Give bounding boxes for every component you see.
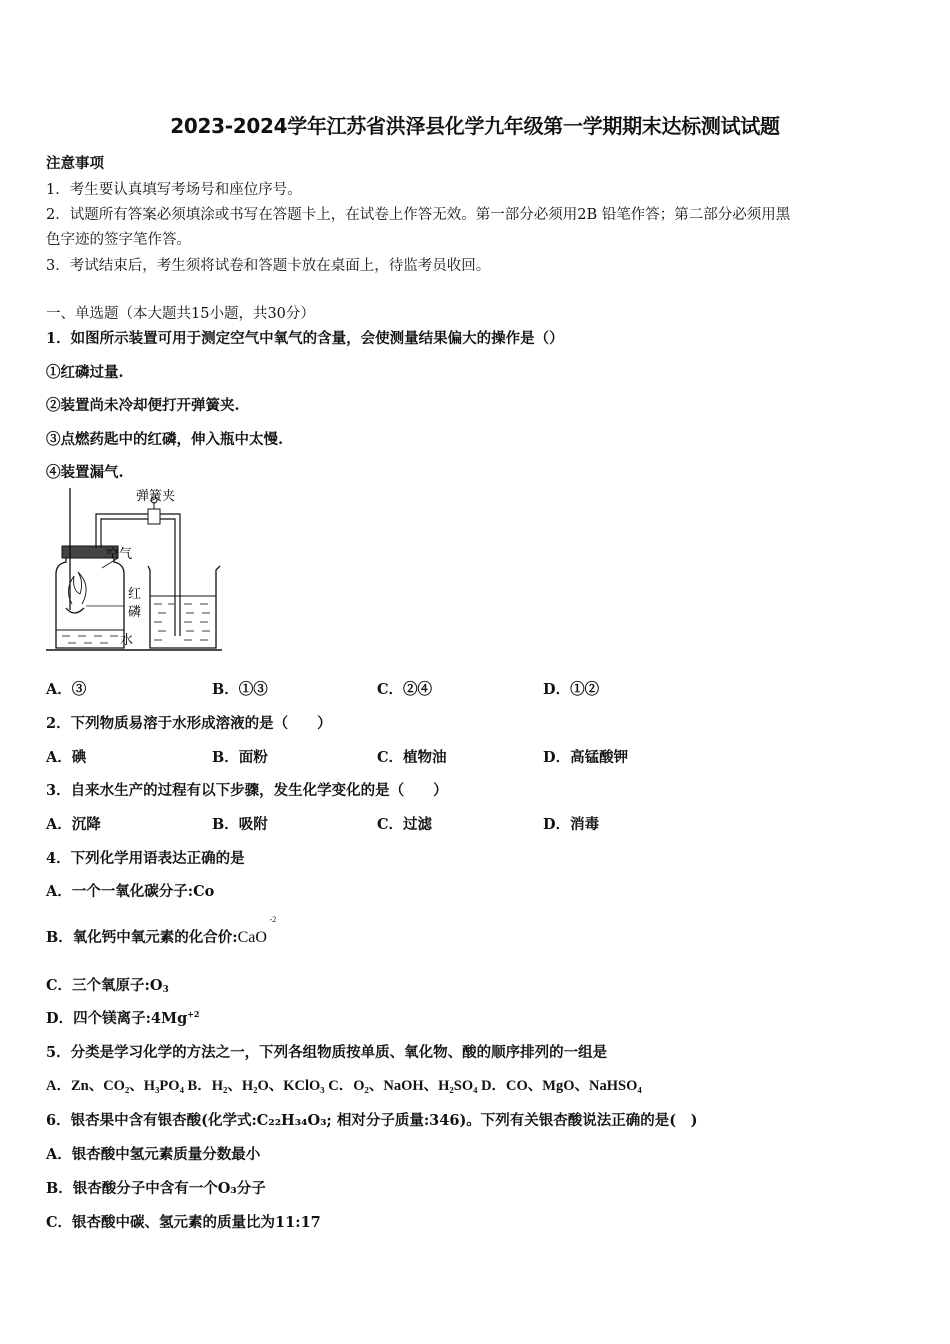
figure-label-red: 红 [128,587,142,602]
question-2-option: D．高锰酸钾 [543,749,629,766]
question-2-option: A．碘 [46,749,87,766]
question-1-option: C．②④ [377,681,433,698]
superscript: +2 [187,1009,200,1019]
formula-text: CaO [237,929,267,946]
question-4-stem: 4．下列化学用语表达正确的是 [46,850,245,867]
notice-item: 3．考试结束后，考生须将试卷和答题卡放在桌面上，待监考员收回。 [46,258,491,274]
page-title: 2023-2024学年江苏省洪泽县化学九年级第一学期期末达标测试试题 [170,114,780,138]
question-1-item: ②装置尚未冷却便打开弹簧夹. [46,397,240,414]
option-b-text: B．氧化钙中氧元素的化合价: [46,929,238,946]
valence-mark: -2 [269,915,277,924]
notice-item: 1．考生要认真填写考场号和座位序号。 [46,182,302,198]
question-3-option: A．沉降 [46,816,101,833]
question-1-option: A．③ [46,681,87,698]
question-1-item: ④装置漏气. [46,464,124,481]
question-2-stem: 2．下列物质易溶于水形成溶液的是（ ） [46,715,332,732]
apparatus-figure [44,486,224,656]
question-4-option-a: A．一个一氧化碳分子:Co [46,883,215,900]
question-1-stem: 1．如图所示装置可用于测定空气中氧气的含量，会使测量结果偏大的操作是（） [46,330,564,347]
question-2-option: C．植物油 [377,749,447,766]
figure-label-air: 空气 [106,547,133,562]
question-1-item: ③点燃药匙中的红磷，伸入瓶中太慢. [46,431,284,448]
question-6-option-a: A．银杏酸中氢元素质量分数最小 [46,1146,261,1163]
figure-label-water: 水 [120,633,134,648]
option-d-text: D．四个镁离子:4Mg [46,1010,188,1027]
question-2-option: B．面粉 [212,749,268,766]
question-3-option: B．吸附 [212,816,268,833]
question-5-options: A．Zn、CO₂、H₃PO₄ B．H₂、H₂O、KClO₃ C．O₂、NaOH、H₂SO₄ D．CO、MgO、NaHSO₄ [46,1078,642,1094]
figure-label-clamp: 弹簧夹 [136,489,176,504]
question-1-option: B．①③ [212,681,268,698]
question-3-option: D．消毒 [543,816,600,833]
question-6-option-b: B．银杏酸分子中含有一个O₃分子 [46,1180,266,1197]
notice-item: 2．试题所有答案必须填涂或书写在答题卡上，在试卷上作答无效。第一部分必须用2B 铅笔作答；第二部分必须用黑 [46,207,791,223]
valence-formula [237,915,277,947]
section-heading: 一、单选题（本大题共15小题，共30分） [46,306,315,322]
question-6-stem: 6．银杏果中含有银杏酸(化学式:C₂₂H₃₄O₃; 相对分子质量:346)。下列有关银杏酸说法正确的是( ) [46,1112,698,1129]
subscript: 3 [162,985,169,995]
question-1-option: D．①② [543,681,600,698]
figure-label-phosphorus: 磷 [128,605,142,620]
notice-item: 色字迹的签字笔作答。 [46,232,191,248]
question-3-option: C．过滤 [377,816,433,833]
question-6-option-c: C．银杏酸中碳、氢元素的质量比为11:17 [46,1214,321,1231]
notice-heading: 注意事项 [46,155,104,172]
option-c-text: C．三个氧原子:O [46,977,163,994]
question-1-item: ①红磷过量. [46,364,124,381]
question-4-option-d [46,1007,200,1028]
question-3-stem: 3．自来水生产的过程有以下步骤，发生化学变化的是（ ） [46,782,448,799]
question-4-option-c [46,974,169,995]
question-5-stem: 5．分类是学习化学的方法之一，下列各组物质按单质、氧化物、酸的顺序排列的一组是 [46,1044,608,1061]
question-4-option-b [46,915,277,947]
